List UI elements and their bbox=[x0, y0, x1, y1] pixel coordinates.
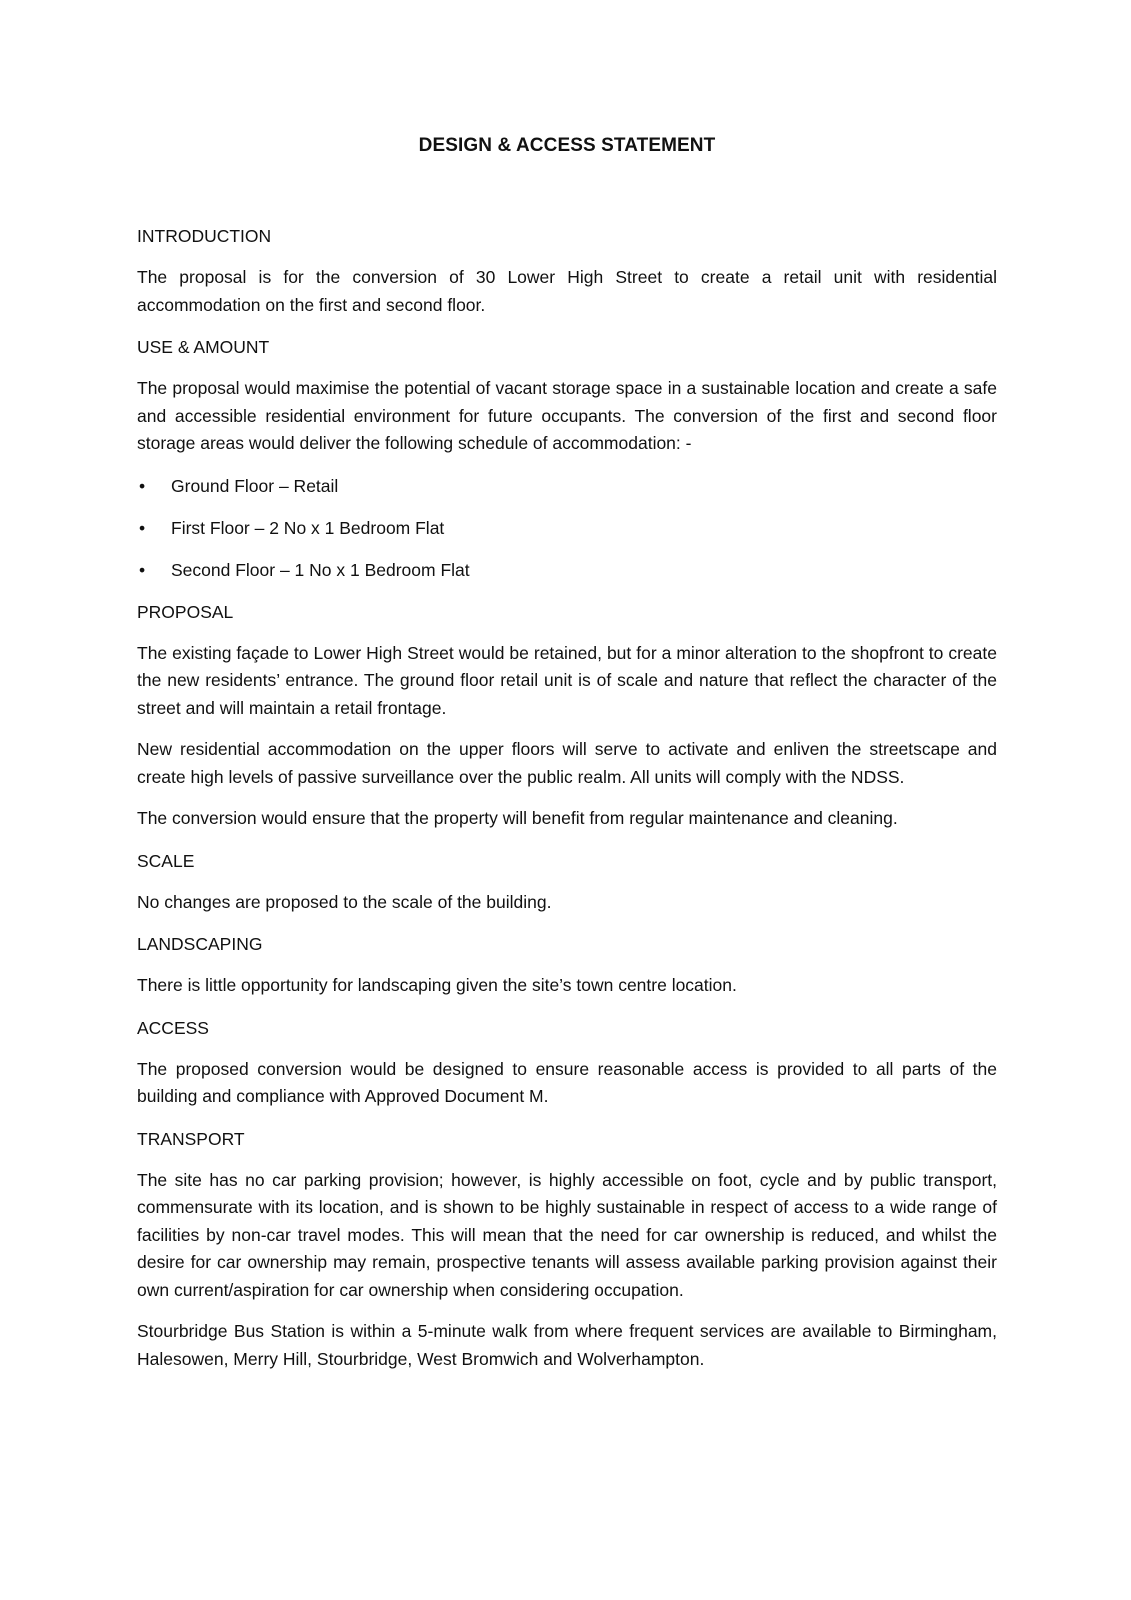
section-heading-transport: TRANSPORT bbox=[137, 1128, 245, 1149]
list-item-text: Ground Floor – Retail bbox=[171, 475, 339, 496]
document-body bbox=[137, 135, 997, 1387]
introduction-paragraph: The proposal is for the conversion of 30 Lower High Street to create a retail unit with residential accommodation on the first and second floor. bbox=[137, 267, 997, 315]
landscaping-paragraph: There is little opportunity for landscaping given the site’s town centre location. bbox=[137, 975, 737, 995]
proposal-paragraph-3: The conversion would ensure that the property will benefit from regular maintenance and cleaning. bbox=[137, 808, 898, 828]
accommodation-schedule-list bbox=[137, 472, 997, 584]
section-heading-proposal: PROPOSAL bbox=[137, 601, 234, 622]
section-heading-introduction: INTRODUCTION bbox=[137, 226, 272, 246]
proposal-paragraph-2: New residential accommodation on the upper floors will serve to activate and enliven the streetscape and create high levels of passive surveillance over the public realm. All units will comply with the NDSS. bbox=[137, 739, 997, 787]
transport-paragraph-1: The site has no car parking provision; however, is highly accessible on foot, cycle and by public transport, commensurate with its location, and is shown to be highly sustainable in respect of access to a wide range of facilities by non-car travel modes. This will mean that the need for car ownership is reduced, and whilst the desire for car ownership may remain, prospective tenants will assess available parking provision against their own current/aspiration for car ownership when considering occupation. bbox=[137, 1169, 997, 1300]
bullet-icon: • bbox=[139, 517, 146, 538]
access-paragraph: The proposed conversion would be designed to ensure reasonable access is provided to all parts of the building and compliance with Approved Document M. bbox=[137, 1058, 997, 1106]
list-item bbox=[137, 556, 997, 584]
use-amount-paragraph: The proposal would maximise the potential of vacant storage space in a sustainable location and create a safe and accessible residential environment for future occupants. The conversion of the first and second floor storage areas would deliver the following schedule of accommodation: - bbox=[137, 378, 997, 453]
list-item-text: Second Floor – 1 No x 1 Bedroom Flat bbox=[171, 559, 470, 580]
section-heading-use-amount: USE & AMOUNT bbox=[137, 337, 270, 357]
list-item-text: First Floor – 2 No x 1 Bedroom Flat bbox=[171, 517, 445, 538]
document-title: DESIGN & ACCESS STATEMENT bbox=[418, 135, 716, 156]
bullet-icon: • bbox=[139, 475, 146, 496]
scale-paragraph: No changes are proposed to the scale of the building. bbox=[137, 891, 552, 912]
list-item bbox=[137, 514, 997, 542]
list-item bbox=[137, 472, 997, 500]
section-heading-scale: SCALE bbox=[137, 850, 195, 871]
section-heading-landscaping: LANDSCAPING bbox=[137, 934, 263, 954]
section-heading-access: ACCESS bbox=[137, 1017, 209, 1038]
bullet-icon: • bbox=[139, 559, 146, 580]
transport-paragraph-2: Stourbridge Bus Station is within a 5-minute walk from where frequent services are available to Birmingham, Halesowen, Merry Hill, Stourbridge, West Bromwich and Wolverhampton. bbox=[137, 1321, 997, 1369]
proposal-paragraph-1: The existing façade to Lower High Street would be retained, but for a minor alteration to the shopfront to create the new residents’ entrance. The ground floor retail unit is of scale and nature that reflect the character of the street and will maintain a retail frontage. bbox=[137, 642, 997, 718]
